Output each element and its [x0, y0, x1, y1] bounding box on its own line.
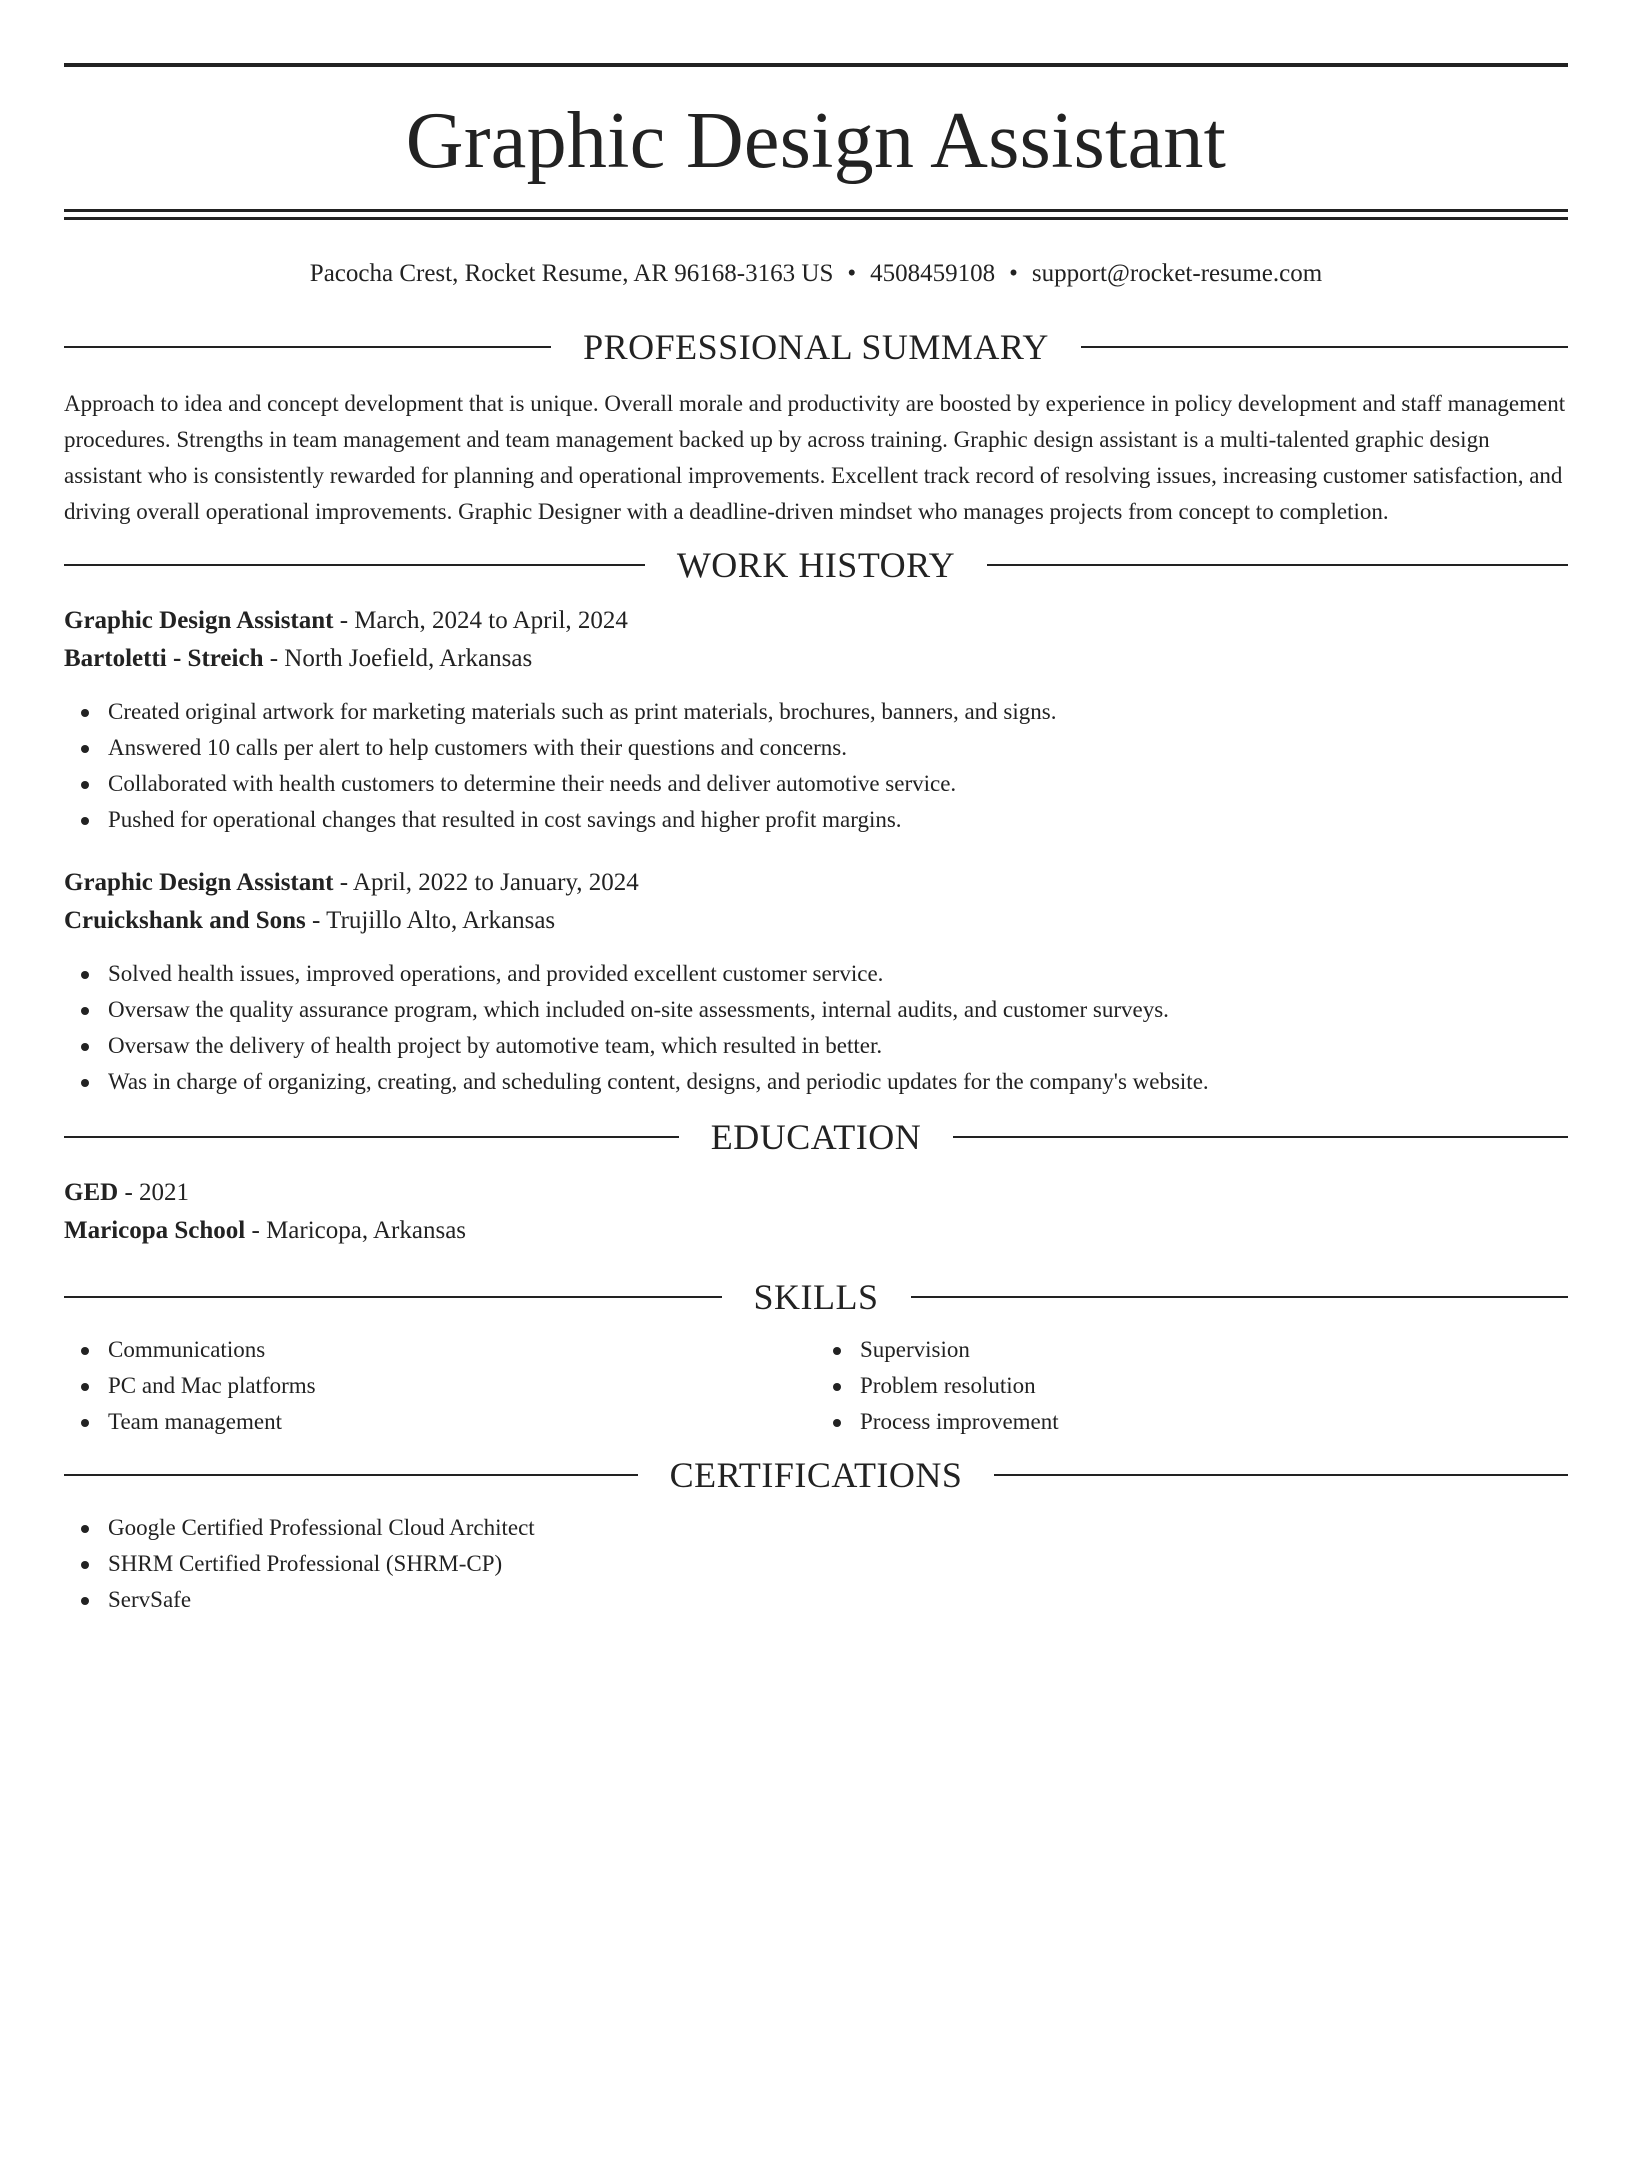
summary-text: Approach to idea and concept development that is unique. Overall morale and productivity are boosted by experience in policy development and staff management procedures. Strengths in team management and team management backed up by across training. Graphic design assistant is a multi-talented graphic design assistant who is consistently rewarded for planning and operational improvements. Excellent track record of resolving issues, increasing customer satisfaction, and driving overall operational improvements. Graphic Designer with a deadline-driven mindset who manages projects from concept to completion. — [64, 391, 1566, 524]
resume-name: Graphic Design Assistant — [405, 97, 1227, 185]
certification-item: SHRM Certified Professional (SHRM-CP) — [108, 1546, 1568, 1582]
header-double-rule — [64, 209, 1568, 220]
section-heading-education — [64, 1112, 1568, 1162]
section-divider — [64, 346, 551, 348]
job-title-line — [64, 602, 1568, 640]
section-heading-summary — [64, 322, 1568, 372]
education-year: - 2021 — [118, 1179, 190, 1206]
education-school-line — [64, 1212, 1568, 1250]
job-company: Bartoletti - Streich — [64, 645, 264, 672]
section-divider — [994, 1474, 1568, 1476]
job-dates: - April, 2022 to January, 2024 — [333, 869, 639, 896]
section-heading-skills — [64, 1272, 1568, 1322]
skill-item: Supervision — [860, 1332, 1568, 1368]
job-bullets — [64, 956, 1568, 1100]
section-divider — [911, 1296, 1569, 1298]
job-location: - North Joefield, Arkansas — [263, 645, 533, 672]
contact-separator: • — [847, 260, 857, 287]
job-bullets — [64, 694, 1568, 838]
contact-line — [64, 254, 1568, 294]
job-company-line — [64, 640, 1568, 678]
section-divider — [64, 1474, 638, 1476]
contact-address: Pacocha Crest, Rocket Resume, AR 96168-3163 US — [309, 260, 834, 287]
job-company-line — [64, 902, 1568, 940]
job-bullet: Created original artwork for marketing materials such as print materials, brochures, banners, and signs. — [108, 694, 1568, 730]
resume-page — [0, 63, 1632, 2175]
job-bullet: Oversaw the quality assurance program, which included on-site assessments, internal audits, and customer surveys. — [108, 992, 1568, 1028]
education-location: - Maricopa, Arkansas — [245, 1217, 467, 1244]
contact-phone: 4508459108 — [870, 260, 996, 287]
section-title: CERTIFICATIONS — [669, 1455, 963, 1495]
education-degree-line — [64, 1174, 1568, 1212]
section-divider — [64, 1136, 679, 1138]
education-entry — [64, 1174, 1568, 1250]
job-location: - Trujillo Alto, Arkansas — [305, 907, 556, 934]
skills-column-left — [64, 1332, 816, 1440]
contact-email: support@rocket-resume.com — [1031, 260, 1323, 287]
skill-item: Communications — [108, 1332, 816, 1368]
skills-grid — [64, 1332, 1568, 1440]
job-bullet: Was in charge of organizing, creating, and scheduling content, designs, and periodic updates for the company's website. — [108, 1064, 1568, 1100]
certifications-list — [64, 1510, 1568, 1618]
education-school: Maricopa School — [64, 1217, 246, 1244]
section-divider — [1081, 346, 1568, 348]
skill-item: Team management — [108, 1404, 816, 1440]
education-degree: GED — [64, 1179, 119, 1206]
header-top-rule — [64, 63, 1568, 67]
section-heading-certifications — [64, 1450, 1568, 1500]
job-title: Graphic Design Assistant — [64, 869, 334, 896]
job-bullet: Collaborated with health customers to determine their needs and deliver automotive service. — [108, 766, 1568, 802]
job-entry — [64, 602, 1568, 838]
job-title: Graphic Design Assistant — [64, 607, 334, 634]
job-company: Cruickshank and Sons — [64, 907, 306, 934]
section-divider — [953, 1136, 1568, 1138]
skill-item: Process improvement — [860, 1404, 1568, 1440]
skill-item: Problem resolution — [860, 1368, 1568, 1404]
certification-item: Google Certified Professional Cloud Architect — [108, 1510, 1568, 1546]
section-divider — [64, 1296, 722, 1298]
certification-item: ServSafe — [108, 1582, 1568, 1618]
section-title: PROFESSIONAL SUMMARY — [583, 327, 1049, 367]
section-heading-work-history — [64, 540, 1568, 590]
job-bullet: Answered 10 calls per alert to help customers with their questions and concerns. — [108, 730, 1568, 766]
section-title: SKILLS — [753, 1277, 879, 1317]
skills-column-right — [816, 1332, 1568, 1440]
job-entry — [64, 864, 1568, 1100]
job-bullet: Solved health issues, improved operations, and provided excellent customer service. — [108, 956, 1568, 992]
section-divider — [987, 564, 1568, 566]
section-title: WORK HISTORY — [676, 545, 956, 585]
job-title-line — [64, 864, 1568, 902]
skill-item: PC and Mac platforms — [108, 1368, 816, 1404]
job-dates: - March, 2024 to April, 2024 — [333, 607, 628, 634]
section-divider — [64, 564, 645, 566]
section-title: EDUCATION — [710, 1117, 922, 1157]
job-bullet: Pushed for operational changes that resulted in cost savings and higher profit margins. — [108, 802, 1568, 838]
contact-separator: • — [1009, 260, 1018, 287]
job-bullet: Oversaw the delivery of health project by automotive team, which resulted in better. — [108, 1028, 1568, 1064]
